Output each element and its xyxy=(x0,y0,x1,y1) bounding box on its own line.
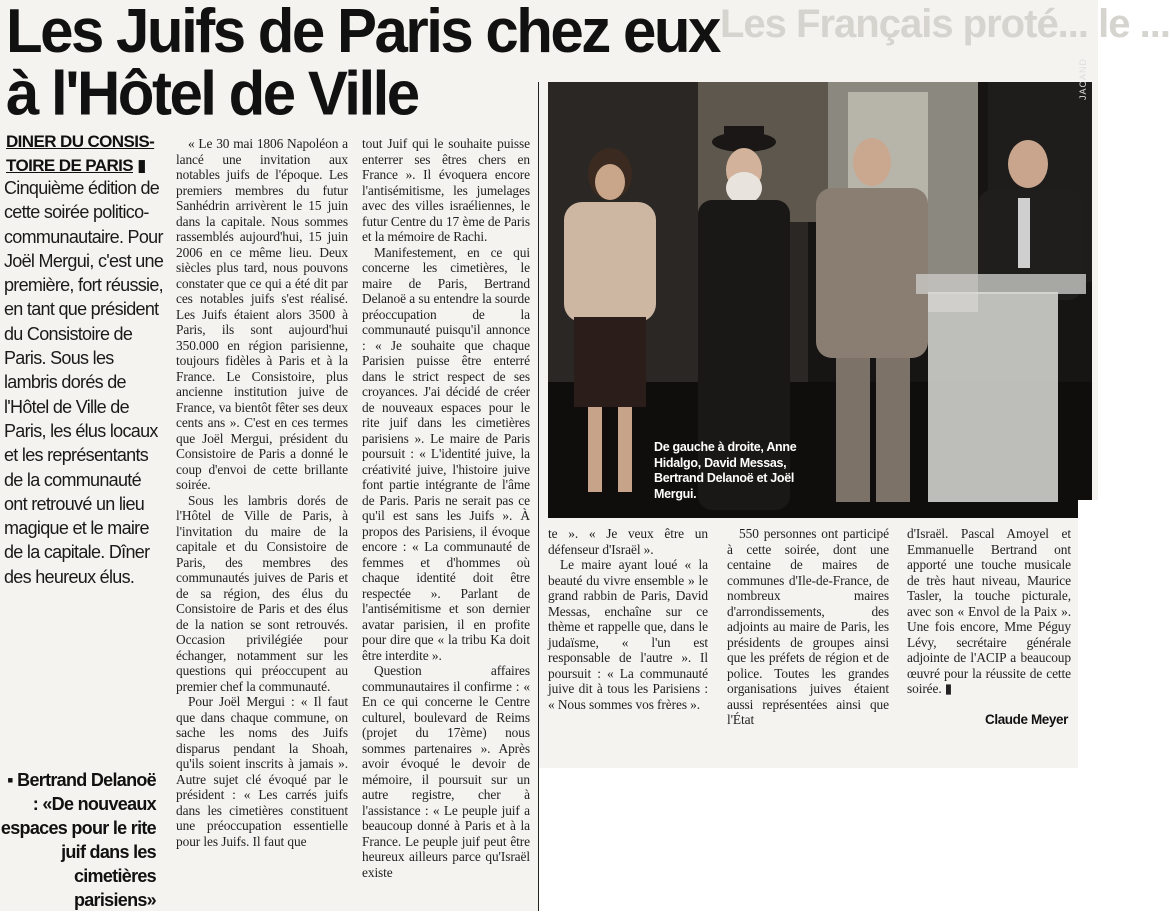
photo-caption: De gauche à droite, Anne Hidalgo, David Messas, Bertrand Delanoë et Joël Mergui. xyxy=(654,440,797,501)
column-paragraph: 550 personnes ont participé à cette soirée, dont une centaine de maires de communes d'Ile-de-France, de nombreux maires d'arrondissements, des adjoints au maire de Paris, les présidents de groupes ainsi que les préfets de région et de police. Toutes les grandes organisations juives étaient aussi représentées ainsi que l'État xyxy=(727,526,889,727)
column-paragraph: Sous les lambris dorés de l'Hôtel de Ville de Paris, à l'invitation du maire de la capitale et du Consistoire de Paris, des membres des communautés juives de Paris et de sa région, des élus du Consistoire de Paris et des élus de la nation se sont retrouvés. Occasion privilégiée pour échanger, notamment sur les questions qui préoccupent au premier chef la communauté. xyxy=(176,492,348,694)
article-column-2 xyxy=(362,136,530,911)
column-paragraph: Question affaires communautaires il confirme : « En ce qui concerne le Centre culturel, boulevard de Reims (projet du 17ème) nous sommes partenaires ». Après avoir évoqué le devoir de mémoire, il poursuit sur un autre registre, cher à l'assistance : « Le peuple juif a beaucoup donné à Paris et à la France. Le peuple juif peut être heureux ailleurs parce qu'Israël existe xyxy=(362,663,530,880)
headline-line-1: Les Juifs de Paris chez eux xyxy=(6,0,719,66)
photo-credit: JACAND xyxy=(1078,57,1088,100)
section-kicker xyxy=(6,130,176,178)
column-paragraph: Le maire ayant loué « la beauté du vivre ensemble » le grand rabbin de Paris, David Messas, enchaîne sur ce thème et rappelle que, dans le judaïsme, « l'un est responsable de l'autre ». Il poursuit : « La communauté juive dit à tous les Parisiens : « Nous sommes vos frères ». xyxy=(548,557,708,712)
kicker-line-1: DINER DU CONSIS- xyxy=(6,132,155,151)
article-column-4 xyxy=(727,526,889,726)
column-paragraph: Pour Joël Mergui : « Il faut que dans chaque commune, on sache les noms des Juifs disparus pendant la Shoah, qu'ils soient inscrits à jamais ». Autre sujet clé évoqué par le président : « Les carrés juifs dans les cimetières constituent une préoccupation essentielle pour les Juifs. Il faut que xyxy=(176,694,348,849)
column-paragraph: « Le 30 mai 1806 Napoléon a lancé une invitation aux notables juifs de l'époque. Les premiers membres du futur Sanhédrin arrivèrent le 15 juin dans la capitale. Nous sommes rassemblés aujourd'hui, 15 juin 2006 en ce même lieu. Deux siècles plus tard, nous pouvons constater que ce qui a été dit par ces notables juifs s'est réalisé. Les Juifs étaient alors 3500 à Paris, ils sont aujourd'hui 350.000 en région parisienne, toujours fidèles à Paris et à la France. Le Consistoire, plus ancienne institution juive de France, va bientôt fêter ses deux cents ans ». C'est en ces termes que Joël Mergui, président du Consistoire de Paris a donné le coup d'envoi de cette brillante soirée. xyxy=(176,136,348,492)
author-signature: Claude Meyer xyxy=(985,712,1068,727)
article-column-5 xyxy=(907,526,1071,726)
blank-area xyxy=(538,768,1098,911)
pull-quote: ▪ Bertrand Delanoë : «De nouveaux espaces pour le rite juif dans les cimetières parisiens» xyxy=(0,770,156,910)
column-paragraph: d'Israël. Pascal Amoyel et Emmanuelle Bertrand ont apporté une touche musicale de très haut niveau, Maurice Tasler, la touche picturale, avec son « Envol de la Paix ». Une fois encore, Mme Péguy Lévy, secrétaire générale adjointe de l'ACIP a beaucoup œuvré pour la réussite de cette soirée. ▮ xyxy=(907,526,1071,696)
kicker-marker: ▮ xyxy=(137,156,146,175)
lede-paragraph: Cinquième édition de cette soirée politico-communautaire. Pour Joël Mergui, c'est une première, fort réussie, en tant que président du Consistoire de Paris. Sous les lambris dorés de l'Hôtel de Ville de Paris, les élus locaux et les représentants de la communauté ont retrouvé un lieu magique et le maire de la capitale. Dîner des heureux élus. xyxy=(4,178,164,587)
event-photo xyxy=(548,82,1092,518)
article-column-3 xyxy=(548,526,708,726)
column-paragraph: te ». « Je veux être un défenseur d'Israël ». xyxy=(548,526,708,557)
article-column-1 xyxy=(176,136,348,911)
column-paragraph: tout Juif qui le souhaite puisse enterrer ses êtres chers en France ». Il évoquera encore l'antisémitisme, les jumelages avec des villes israéliennes, le futur Centre du 17 ème de Paris et la mémoire de Rachi. xyxy=(362,136,530,244)
adjacent-article-title: Les Français proté... le ... xyxy=(720,2,1170,46)
column-rule xyxy=(538,82,539,911)
headline-line-2: à l'Hôtel de Ville xyxy=(6,58,418,128)
column-paragraph: Manifestement, en ce qui concerne les cimetières, le maire de Paris, Bertrand Delanoë a su entendre la sourde préoccupation de la communauté puisqu'il annonce : « Je souhaite que chaque Parisien puisse être enterré dans le strict respect de ses croyances. J'ai décidé de créer de nouveaux espaces pour le rite juif dans les cimetières parisiens ». Le maire de Paris poursuit : « L'identité juive, la créativité juive, l'histoire juive font partie intégrante de l'âme de Paris. Paris ne serait pas ce qu'il est sans les Juifs ». À propos des Parisiens, il évoque encore : « La communauté de femmes et d'hommes où chaque identité doit être respectée ». Parlant de l'antisémitisme et son dernier avatar parisien, il en profite pour dire que « la tribu Ka doit être interdite ». xyxy=(362,244,530,663)
kicker-line-2: TOIRE DE PARIS xyxy=(6,156,133,175)
photo-illustration xyxy=(548,82,1092,518)
page-edge xyxy=(1078,500,1098,911)
